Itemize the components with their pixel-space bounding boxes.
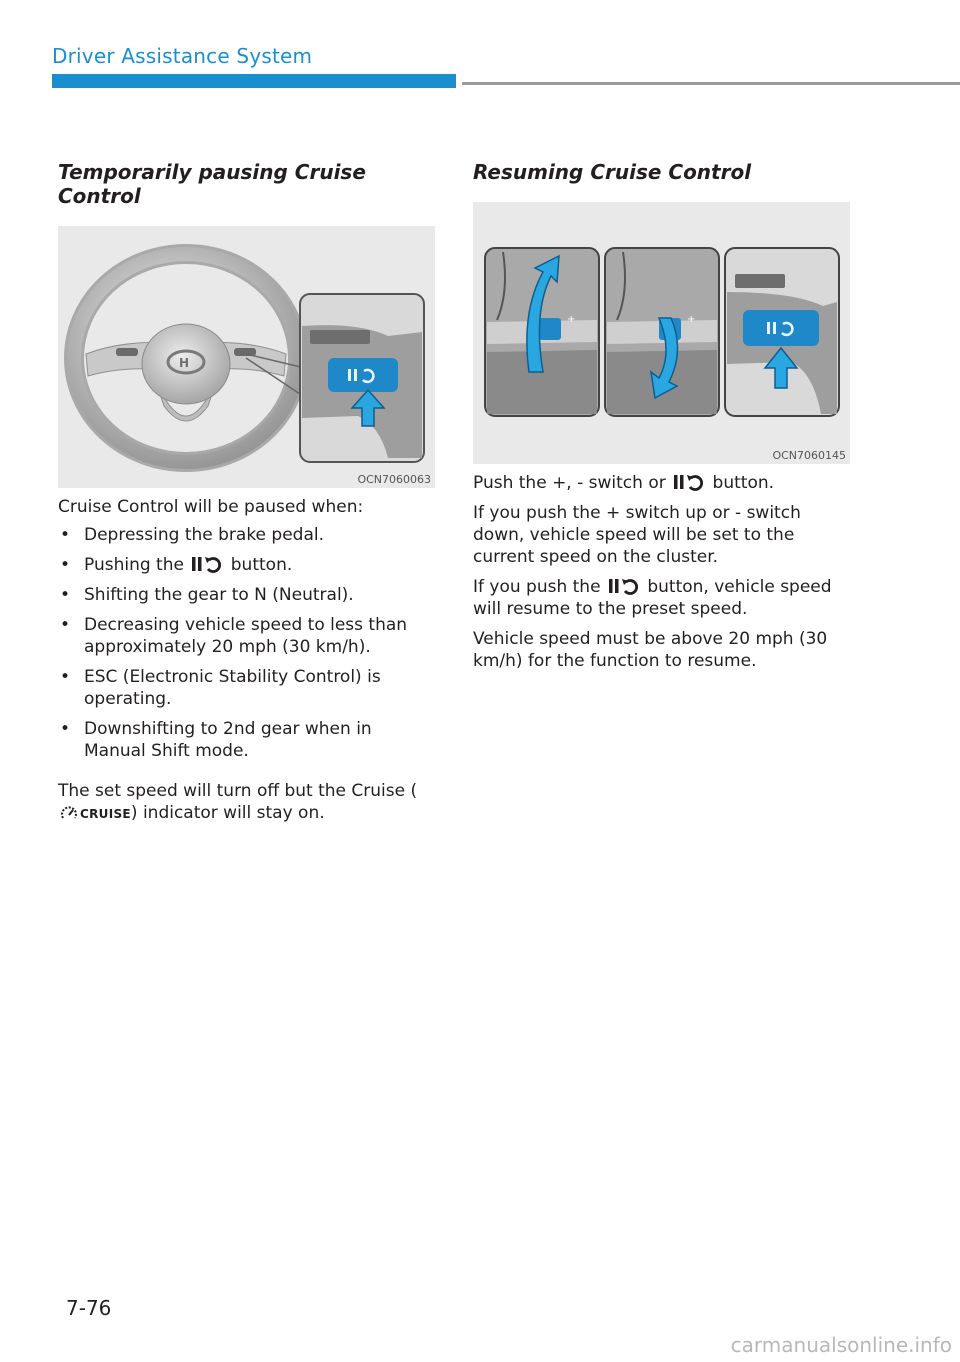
resume-switches-illustration [473, 202, 850, 464]
svg-text:+: + [687, 314, 696, 325]
cruise-indicator-note: The set speed will turn off but the Cruise (CRUISE) indicator will stay on. [58, 781, 418, 823]
page-number: 7-76 [66, 1296, 112, 1320]
header-rule [462, 82, 960, 85]
resume-button-explanation: If you push the button, vehicle speed will resume to the preset speed. [473, 577, 832, 619]
section-heading-resuming: Resuming Cruise Control [473, 160, 752, 184]
list-item: • ESC (Electronic Stability Control) is operating. [60, 667, 381, 709]
list-item: • Pushing the button. [60, 555, 293, 575]
figure-steering-wheel [58, 226, 435, 488]
list-item: • Depressing the brake pedal. [60, 525, 325, 545]
resume-instruction: Push the +, - switch or button. [473, 473, 775, 493]
section-heading-pausing: Temporarily pausing Cruise Control [58, 160, 366, 208]
resume-switch-explanation: If you push the + switch up or - switch down, vehicle speed will be set to the current speed on the cluster. [473, 503, 801, 567]
watermark: carmanualsonline.info [730, 1333, 952, 1357]
cruise-indicator-icon [60, 805, 78, 821]
pause-intro: Cruise Control will be paused when: [58, 497, 364, 517]
svg-text:+: + [567, 314, 576, 325]
cruise-indicator-text: CRUISE [80, 807, 131, 821]
header-title: Driver Assistance System [52, 44, 313, 68]
figure-code: OCN7060063 [357, 473, 431, 486]
list-item: • Shifting the gear to N (Neutral). [60, 585, 354, 605]
pause-conditions-list [58, 524, 436, 762]
figure-code: OCN7060145 [772, 449, 846, 462]
right-column [473, 160, 851, 672]
header-accent-bar [52, 74, 456, 88]
list-item: • Downshifting to 2nd gear when in Manual Shift mode. [60, 719, 372, 761]
pause-resume-icon [608, 577, 640, 595]
figure-resume-switches [473, 202, 850, 464]
steering-wheel-illustration [58, 226, 435, 488]
left-column [58, 160, 436, 825]
svg-text:H: H [179, 356, 190, 370]
list-item: • Decreasing vehicle speed to less than approximately 20 mph (30 km/h). [60, 615, 408, 657]
pause-resume-icon [673, 473, 705, 491]
resume-speed-requirement: Vehicle speed must be above 20 mph (30 km/h) for the function to resume. [473, 629, 828, 671]
pause-resume-icon [191, 555, 223, 573]
